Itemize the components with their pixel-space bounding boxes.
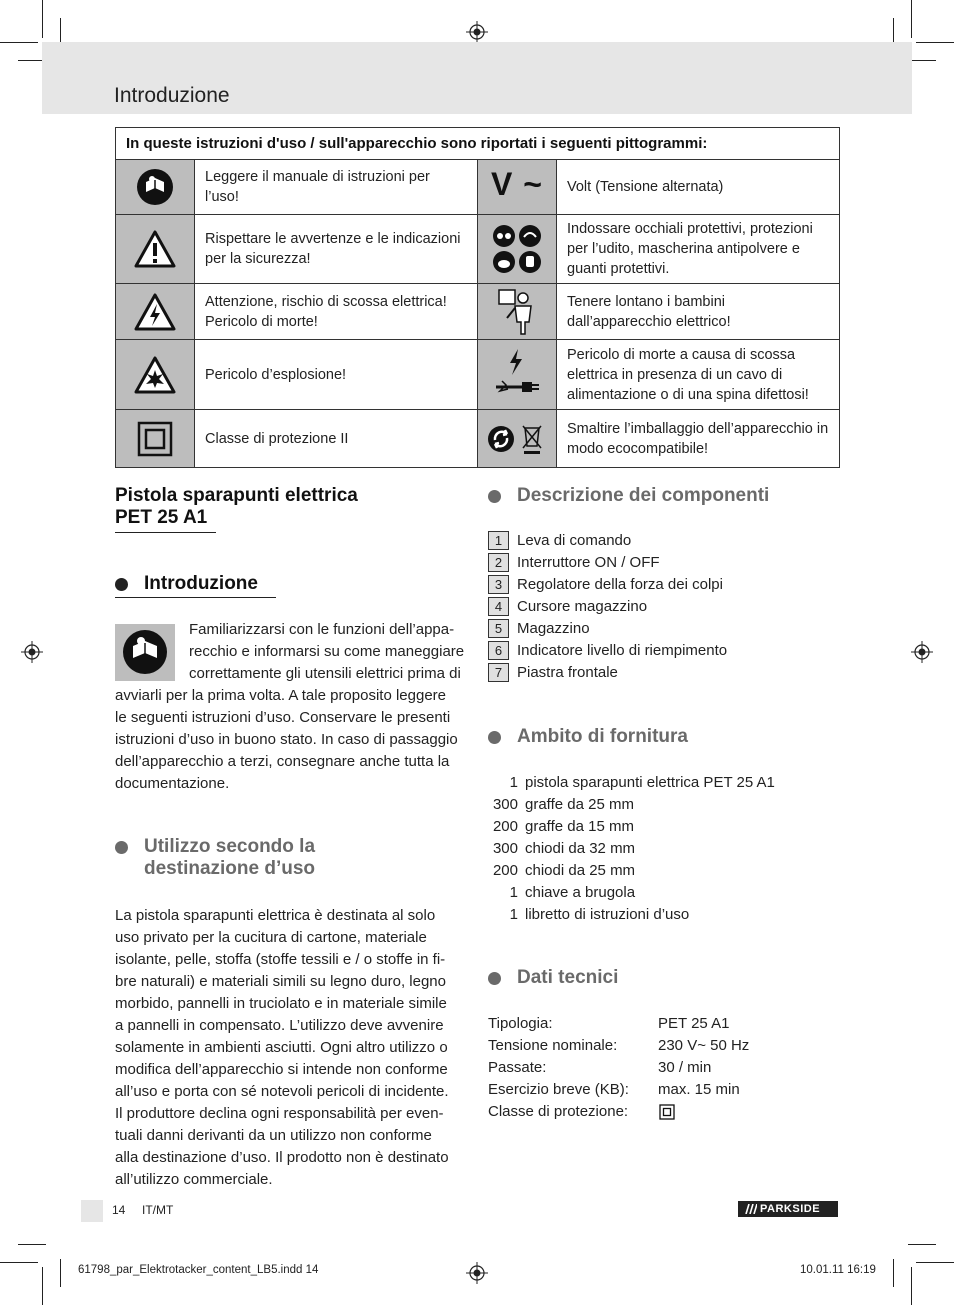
table-row — [116, 340, 840, 410]
volt-symbol: V ~ — [491, 165, 543, 202]
intro-line: dell’apparecchio a terzi, consegnare anche tutta la — [115, 753, 450, 770]
bullet-icon — [115, 578, 128, 591]
brand-name: PARKSIDE — [760, 1203, 821, 1215]
protective-equipment-icon — [478, 215, 557, 284]
recycling-icon — [478, 410, 557, 468]
intended-use-heading-line2: destinazione d’uso — [144, 858, 316, 879]
intended-use-line: alla destinazione d’uso. Il prodotto non è destinato — [115, 1149, 449, 1166]
component-number: 4 — [488, 597, 509, 616]
crop-mark — [0, 1262, 38, 1263]
intro-line: le seguenti istruzioni d’uso. Conservare le presenti — [115, 709, 451, 726]
supply-label: chiodi da 32 mm — [525, 840, 636, 857]
electric-shock-icon — [116, 284, 195, 340]
bullet-icon — [488, 972, 501, 985]
pictogram-table — [115, 127, 840, 468]
tech-key: Classe di protezione: — [488, 1103, 629, 1120]
supply-qty: 1 — [509, 774, 518, 791]
supply-label: graffe da 25 mm — [525, 796, 634, 813]
crop-mark — [60, 1259, 61, 1287]
component-label: Magazzino — [517, 620, 590, 637]
tech-key: Esercizio breve (KB): — [488, 1081, 629, 1098]
component-label: Leva di comando — [517, 532, 632, 549]
pictogram-text: Classe di protezione II — [195, 410, 478, 468]
date-slug: 10.01.11 16:19 — [800, 1264, 876, 1276]
supply-label: pistola sparapunti elettrica PET 25 A1 — [525, 774, 775, 791]
tech-key: Passate: — [488, 1059, 547, 1076]
crop-mark — [916, 42, 954, 43]
file-slug: 61798_par_Elektrotacker_content_LB5.indd 14 — [78, 1264, 319, 1276]
intended-use-heading-line1: Utilizzo secondo la — [144, 836, 316, 857]
volt-ac-icon — [478, 160, 557, 215]
pictogram-text: Tenere lontano i bambini dall’apparecchio elettrico! — [557, 284, 840, 340]
product-title-line2: PET 25 A1 — [115, 507, 208, 528]
protection-class-ii-icon — [116, 410, 195, 468]
warning-triangle-icon — [116, 215, 195, 284]
registration-mark-icon — [21, 641, 43, 663]
pictogram-text: Pericolo d’esplosione! — [195, 340, 478, 410]
intended-use-line: La pistola sparapunti elettrica è destinata al solo — [115, 907, 436, 924]
intro-line: Familiarizzarsi con le funzioni dell’appa- — [189, 621, 455, 638]
components-heading: Descrizione dei componenti — [517, 485, 770, 506]
intended-use-line: Il produttore declina ogni responsabilità per even- — [115, 1105, 444, 1122]
supply-label: chiave a brugola — [525, 884, 636, 901]
intro-line: correttamente gli utensili elettrici prima di — [189, 665, 461, 682]
crop-mark — [0, 42, 38, 43]
pictogram-text: Indossare occhiali protettivi, protezioni per l’udito, mascherina antipolvere e guanti protettivi. — [557, 215, 840, 284]
component-number: 2 — [488, 553, 509, 572]
supply-qty: 300 — [492, 796, 518, 813]
tech-value: PET 25 A1 — [658, 1015, 730, 1032]
tech-heading: Dati tecnici — [517, 967, 619, 988]
supply-heading: Ambito di fornitura — [517, 726, 688, 747]
crop-mark — [916, 1262, 954, 1263]
crop-mark — [893, 1259, 894, 1287]
intended-use-line: morbido, pannelli in truciolato e in materiale simile — [115, 995, 447, 1012]
intended-use-line: isolante, pelle, stoffa (stoffe tessili e / o stoffe in fi- — [115, 951, 446, 968]
pictogram-table-header-row — [116, 128, 840, 160]
supply-qty: 200 — [492, 818, 518, 835]
intro-line: istruzioni d’uso in buono stato. In caso di passaggio — [115, 731, 458, 748]
crop-mark — [908, 1244, 936, 1245]
crop-mark — [42, 0, 43, 38]
tech-value: 30 / min — [658, 1059, 712, 1076]
pictogram-table-header: In queste istruzioni d'uso / sull'apparecchio sono riportati i seguenti pittogrammi: — [116, 128, 840, 160]
page-marker — [81, 1200, 103, 1222]
bullet-icon — [488, 731, 501, 744]
bullet-icon — [488, 490, 501, 503]
pictogram-text: Attenzione, rischio di scossa elettrica! Pericolo di morte! — [195, 284, 478, 340]
component-number: 6 — [488, 641, 509, 660]
pictogram-text: Leggere il manuale di istruzioni per l’uso! — [195, 160, 478, 215]
component-number: 1 — [488, 531, 509, 550]
intended-use-line: a pannelli in compensato. L’utilizzo deve avvenire — [115, 1017, 444, 1034]
registration-mark-icon — [466, 1262, 488, 1284]
read-manual-icon — [115, 624, 175, 681]
supply-label: graffe da 15 mm — [525, 818, 634, 835]
component-number: 7 — [488, 663, 509, 682]
intended-use-line: solamente in ambienti asciutti. Ogni altro utilizzo o — [115, 1039, 448, 1056]
table-row — [116, 215, 840, 284]
tech-key: Tipologia: — [488, 1015, 553, 1032]
intro-line: avviarli per la prima volta. A tale proposito leggere — [115, 687, 447, 704]
supply-label: chiodi da 25 mm — [525, 862, 636, 879]
table-row — [116, 284, 840, 340]
intro-line: documentazione. — [115, 775, 230, 792]
page-number: 14 — [112, 1203, 126, 1217]
registration-mark-icon — [466, 21, 488, 43]
pictogram-text: Volt (Tensione alternata) — [557, 160, 840, 215]
protection-class-ii-icon — [659, 1104, 675, 1120]
component-label: Regolatore della forza dei colpi — [517, 576, 723, 593]
page-title: Introduzione — [114, 84, 230, 107]
table-row — [116, 160, 840, 215]
intro-heading: Introduzione — [144, 573, 258, 594]
product-title-line1: Pistola sparapunti elettrica — [115, 485, 358, 506]
intended-use-line: modifica dell’apparecchio si intende non conforme — [115, 1061, 448, 1078]
brand-logo — [738, 1201, 838, 1217]
divider — [115, 532, 216, 533]
read-manual-icon — [116, 160, 195, 215]
registration-mark-icon — [911, 641, 933, 663]
tech-key: Tensione nominale: — [488, 1037, 618, 1054]
tech-value: 230 V~ 50 Hz — [658, 1037, 750, 1054]
damaged-cable-icon — [478, 340, 557, 410]
supply-qty: 300 — [492, 840, 518, 857]
crop-mark — [911, 0, 912, 38]
intended-use-line: all’utilizzo commerciale. — [115, 1171, 273, 1188]
intro-line: recchio e informarsi su come maneggiare — [189, 643, 465, 660]
table-row — [116, 410, 840, 468]
pictogram-text: Pericolo di morte a causa di scossa elettrica in presenza di un cavo di alimentazione o di una spina difettosi! — [557, 340, 840, 410]
intended-use-line: tuali danni derivanti da un utilizzo non conforme — [115, 1127, 432, 1144]
supply-qty: 1 — [509, 906, 518, 923]
crop-mark — [908, 60, 936, 61]
component-label: Piastra frontale — [517, 664, 618, 681]
component-label: Cursore magazzino — [517, 598, 648, 615]
intended-use-line: bre naturali) e materiali simili su legno duro, legno — [115, 973, 446, 990]
component-number: 5 — [488, 619, 509, 638]
brand-stripes-icon — [743, 1204, 757, 1214]
component-label: Interruttore ON / OFF — [517, 554, 660, 571]
keep-children-away-icon — [478, 284, 557, 340]
component-label: Indicatore livello di riempimento — [517, 642, 728, 659]
supply-qty: 200 — [492, 862, 518, 879]
component-number: 3 — [488, 575, 509, 594]
supply-qty: 1 — [509, 884, 518, 901]
language-code: IT/MT — [142, 1203, 174, 1217]
pictogram-text: Smaltire l’imballaggio dell’apparecchio in modo ecocompatibile! — [557, 410, 840, 468]
divider — [115, 597, 276, 598]
intended-use-line: uso privato per la cucitura di cartone, materiale — [115, 929, 427, 946]
intended-use-line: all’uso e porta con sé notevoli pericoli di incidente. — [115, 1083, 449, 1100]
supply-label: libretto di istruzioni d’uso — [525, 906, 690, 923]
crop-mark — [911, 1267, 912, 1305]
tech-value: max. 15 min — [658, 1081, 740, 1098]
explosion-icon — [116, 340, 195, 410]
crop-mark — [18, 1244, 46, 1245]
pictogram-text: Rispettare le avvertenze e le indicazioni per la sicurezza! — [195, 215, 478, 284]
bullet-icon — [115, 841, 128, 854]
crop-mark — [42, 1267, 43, 1305]
